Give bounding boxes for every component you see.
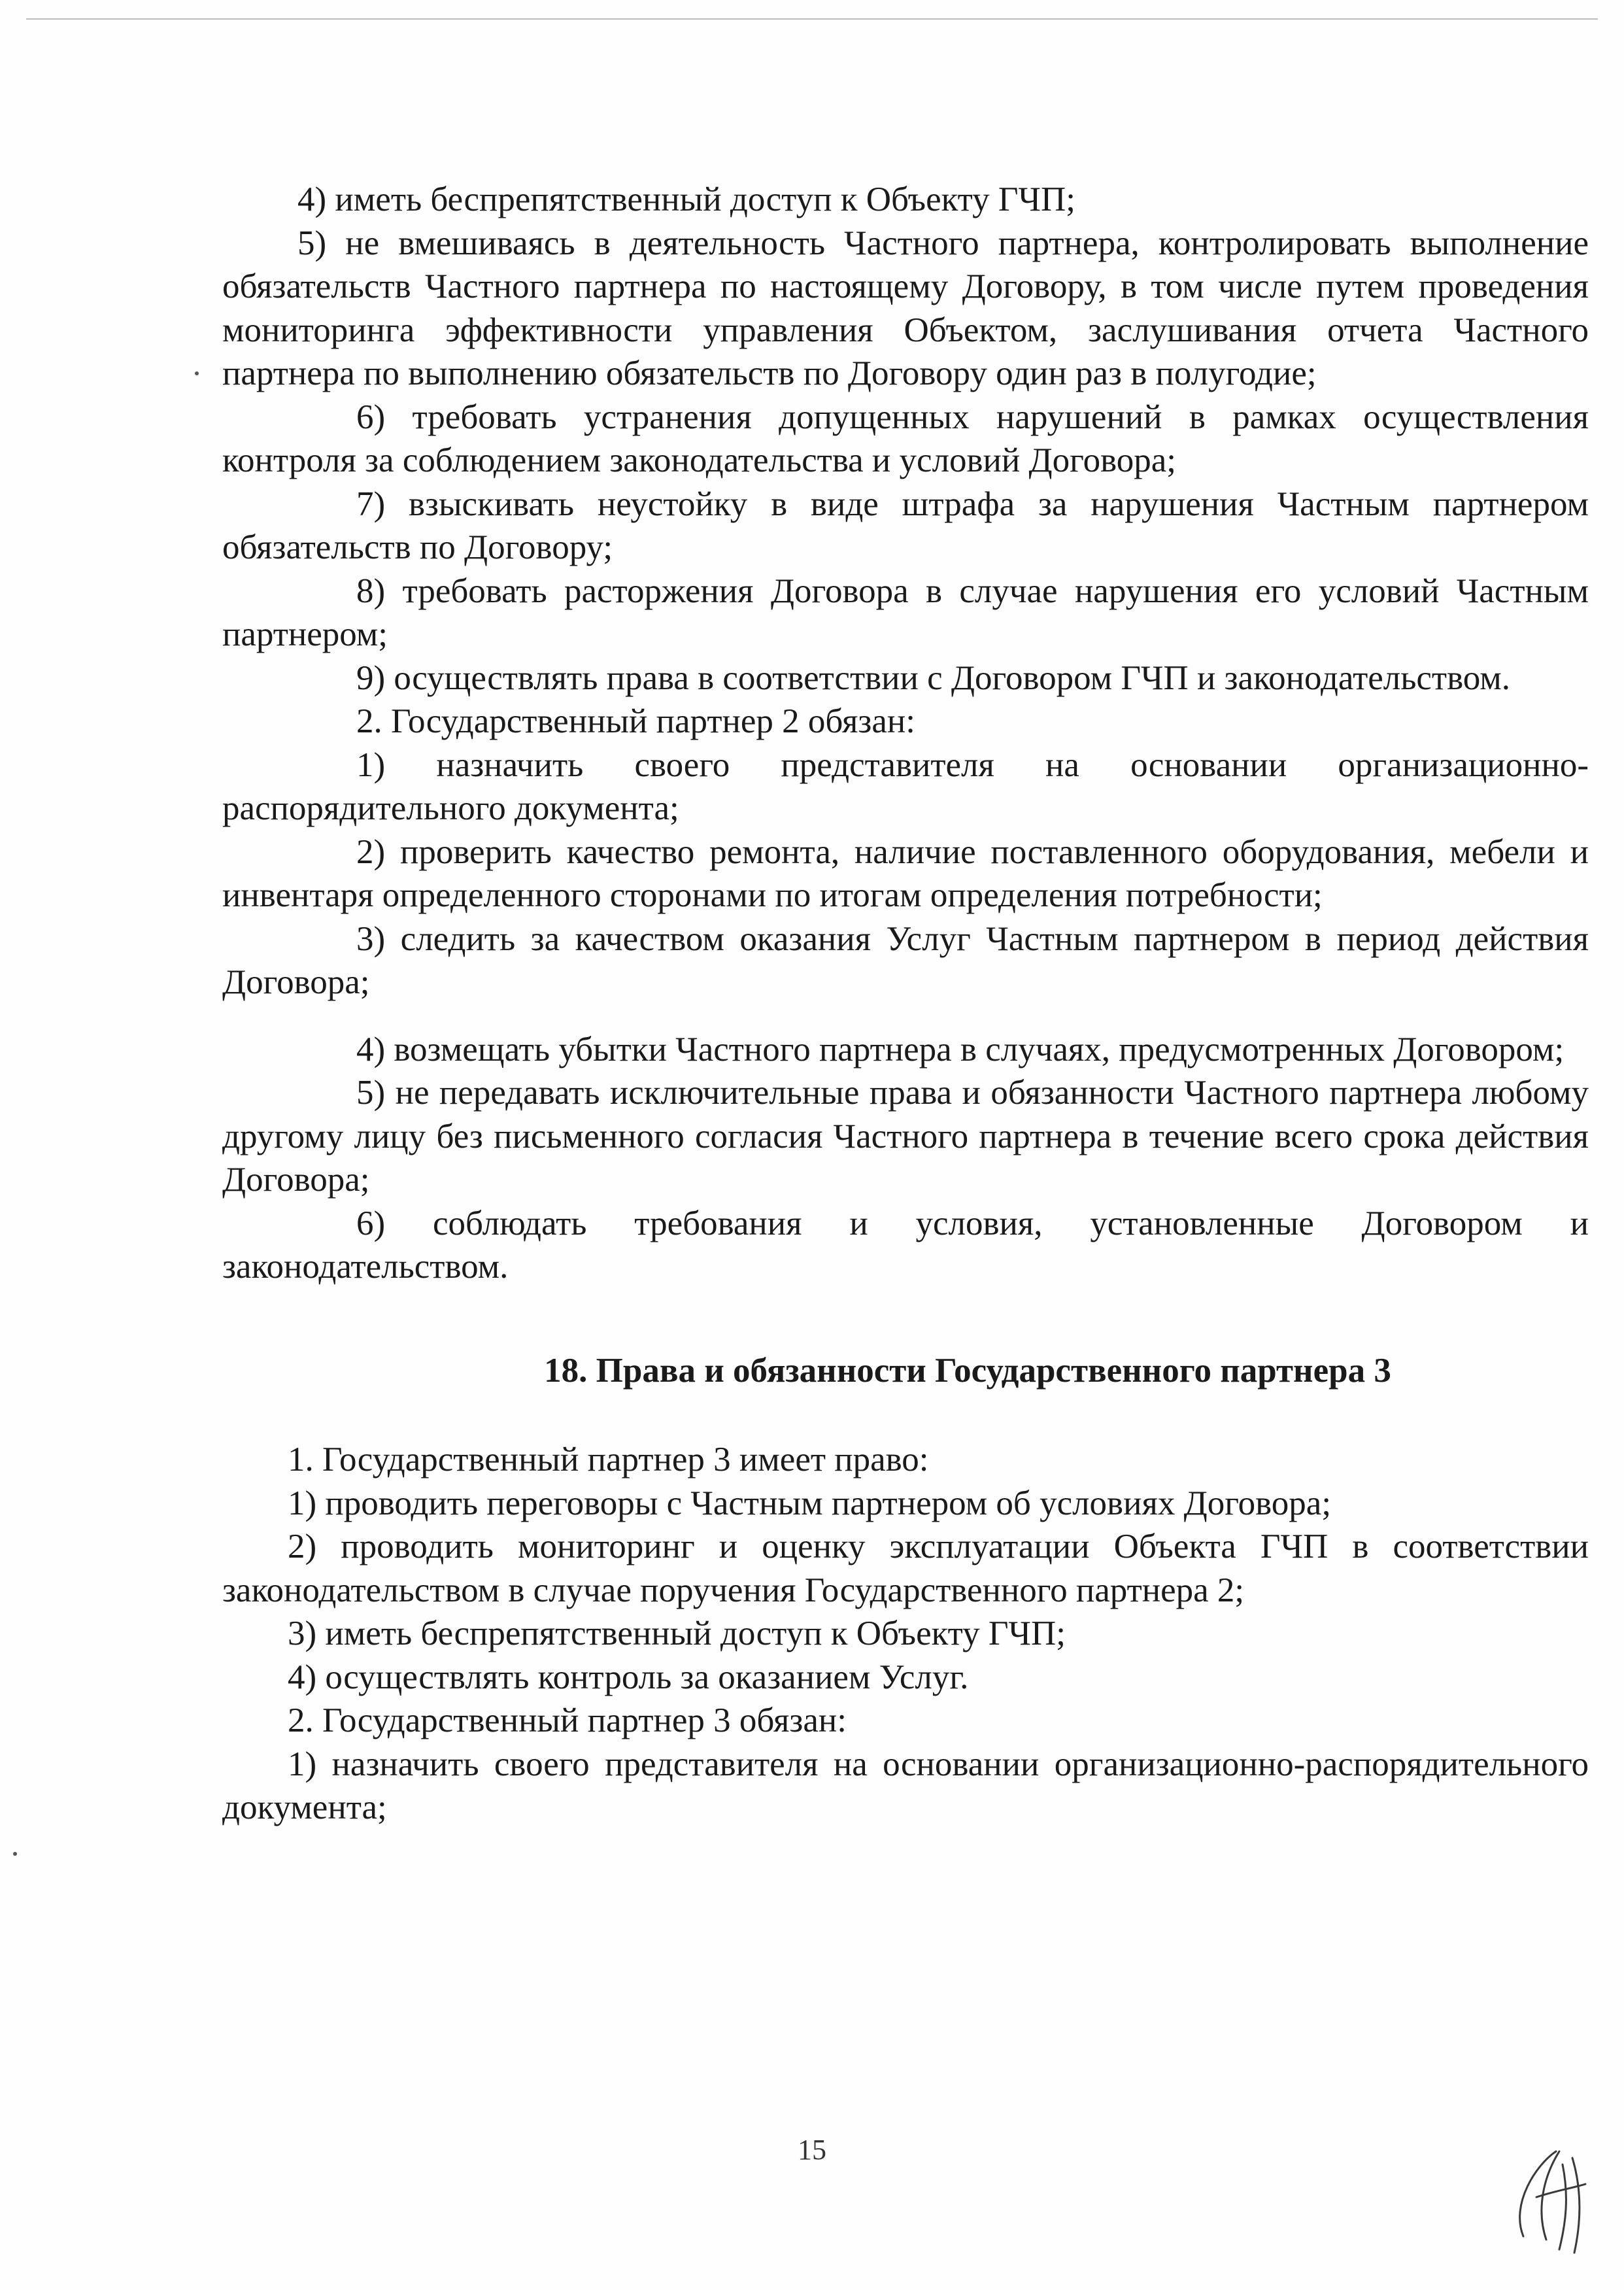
scan-speck — [13, 1852, 17, 1856]
paragraph-p8: 1) назначить своего представителя на основании организационно-распорядительного документа; — [222, 745, 1589, 827]
paragraph-p14: 1. Государственный партнер 3 имеет право: — [288, 1441, 929, 1478]
scan-edge-line — [26, 18, 1598, 20]
paragraph-p15: 1) проводить переговоры с Частным партнером об условиях Договора; — [288, 1484, 1332, 1522]
paragraph-p16: 2) проводить мониторинг и оценку эксплуатации Объекта ГЧП в соответствии законодательством в случае поручения Государственного партнера 2; — [222, 1528, 1589, 1609]
paragraph-p4: 7) взыскивать неустойку в виде штрафа за нарушения Частным партнером обязательств по Договору; — [222, 485, 1589, 566]
paragraph-p6: 9) осуществлять права в соответствии с Договором ГЧП и законодательством. — [356, 658, 1511, 697]
signature-mark — [1497, 2125, 1595, 2256]
paragraph-p5: 8) требовать расторжения Договора в случае нарушения его условий Частным партнером; — [222, 572, 1589, 653]
spacer — [222, 1392, 1589, 1438]
paragraph-p13: 6) соблюдать требования и условия, установленные Договором и законодательством. — [222, 1204, 1589, 1286]
rights-obligations-partner-3 — [222, 1438, 1589, 1830]
page-number: 15 — [798, 2134, 826, 2166]
paragraph-p2: 5) не вмешиваясь в деятельность Частного партнера, контролировать выполнение обязательств Частного партнера по настоящему Договору, в том числе путем проведения мониторинга эффективности управления Объектом, заслушивания отчета Частного партнера по выполнению обязательств по Договору один раз в полугодие; — [222, 224, 1589, 392]
paragraph-p7: 2. Государственный партнер 2 обязан: — [356, 702, 915, 740]
paragraph-p1: 4) иметь беспрепятственный доступ к Объекту ГЧП; — [297, 180, 1075, 218]
paragraph-p10: 3) следить за качеством оказания Услуг Частным партнером в период действия Договора; — [222, 919, 1589, 1001]
spacer — [222, 1289, 1589, 1349]
paragraph-p3: 6) требовать устранения допущенных нарушений в рамках осуществления контроля за соблюдением законодательства и условий Договора; — [222, 398, 1589, 479]
paragraph-p18: 4) осуществлять контроль за оказанием Услуг. — [288, 1658, 969, 1696]
paragraph-p20: 1) назначить своего представителя на основании организационно-распорядительного документа; — [222, 1745, 1589, 1826]
spacer — [222, 1004, 1589, 1028]
obligations-partner-2-continued — [222, 1028, 1589, 1289]
paragraph-p11: 4) возмещать убытки Частного партнера в случаях, предусмотренных Договором; — [356, 1030, 1565, 1068]
paragraph-p12: 5) не передавать исключительные права и обязанности Частного партнера любому другому лицу без письменного согласия Частного партнера в течение всего срока действия Договора; — [222, 1074, 1589, 1199]
section-heading: 18. Права и обязанности Государственного партнера 3 — [544, 1351, 1391, 1390]
scan-speck — [195, 371, 199, 375]
paragraph-p9: 2) проверить качество ремонта, наличие поставленного оборудования, мебели и инвентаря определенного сторонами по итогам определения потребности; — [222, 832, 1589, 914]
paragraph-p19: 2. Государственный партнер 3 обязан: — [288, 1701, 847, 1739]
document-body — [222, 178, 1589, 1830]
paragraph-p17: 3) иметь беспрепятственный доступ к Объекту ГЧП; — [288, 1615, 1066, 1652]
rights-obligations-partner-2 — [222, 178, 1589, 1004]
